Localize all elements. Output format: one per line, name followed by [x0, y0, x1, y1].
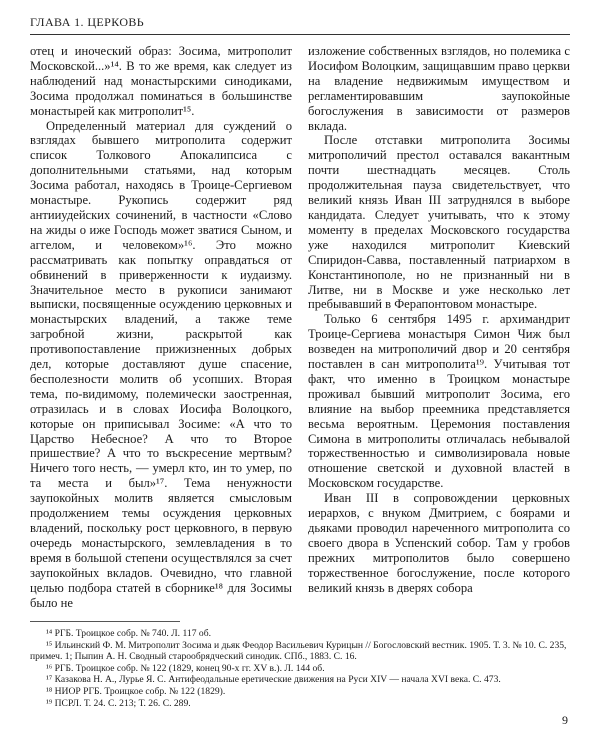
paragraph: Иван III в сопровождении церковных иерархов, с внуком Дмитрием, с боярами и дьяками проводил нареченного митрополита со своего двора в Успенский собор. Там у гробов прежних митрополитов было совершено торжественное богослужение, после которого великий князь в дверях собора — [308, 491, 570, 595]
paragraph: изложение собственных взглядов, но полемика с Иосифом Волоцким, защищавшим право церкви на владение недвижимым имуществом и регламентировавшим заупокойные богослужения в зависимости от размеров вклада. — [308, 44, 570, 133]
paragraph: отец и иноческий образ: Зосима, митрополит Московской...»¹⁴. В то же время, как следует из наблюдений над монастырскими синодиками, Зосима продолжал поминаться в большинстве монастырей как митрополит¹⁵. — [30, 44, 292, 118]
running-title: ГЛАВА 1. ЦЕРКОВЬ — [30, 15, 145, 29]
paragraph: После отставки митрополита Зосимы митрополичий престол оставался вакантным почти шестнадцать месяцев. Столь продолжительная пауза свидетельствует, что великий князь Иван III затруднялся в выборе кандидата. Следует учитывать, что к этому моменту в пределах Московского государства уже находился митрополит Киевский Спиридон-Савва, поставленный патриархом в Константинополе, но не признанный ни в Литве, ни в Москве и уже несколько лет пребывавший в Ферапонтовом монастыре. — [308, 133, 570, 312]
footnote: ¹⁹ ПСРЛ. Т. 24. С. 213; Т. 26. С. 289. — [46, 697, 191, 709]
right-column — [308, 44, 570, 596]
footnote: ¹⁶ РГБ. Троицкое собр. № 122 (1829, конец 90-х гг. XV в.). Л. 144 об. — [46, 662, 325, 674]
footnote: ¹⁷ Казакова Н. А., Лурье Я. С. Антифеодальные еретические движения на Руси XIV — начала XVI века. С. 473. — [46, 674, 501, 686]
footnote: ¹⁵ Ильинский Ф. М. Митрополит Зосима и дьяк Феодор Васильевич Курицын // Богословский вестник. 1905. Т. 3. № 10. С. 235, примеч. 1; Пыпин А. Н. Сводный старообрядческий синодик. СПб., 1883. С. 16. — [30, 639, 567, 663]
left-column — [30, 44, 292, 610]
footnotes — [30, 628, 570, 709]
footnote: ¹⁸ НИОР РГБ. Троицкое собр. № 122 (1829). — [46, 685, 226, 697]
footnote: ¹⁴ РГБ. Троицкое собр. № 740. Л. 117 об. — [46, 628, 211, 639]
page-number: 9 — [562, 713, 568, 727]
header-rule — [30, 34, 570, 35]
paragraph: Определенный материал для суждений о взглядах бывшего митрополита содержит список Толкового Апокалипсиса с дополнительными статьями, над которым Зосима работал, находясь в Троице-Сергиевом монастыре. Рукопись содержит ряд антииудейских сочинений, в частности «Слово на жиды о иже Господь может зватися Сыном, и аггелом, и человеком»¹⁶. Это можно рассматривать как попытку оправдаться от обвинений в приверженности к иудаизму. Значительное место в рукописи занимают выписки, посвященные осуждению церковных и монастырских владений, а также теме загробной жизни, раскрытой как противопоставление прижизненных добрых дел, которые доставляют душе спасение, бесполезности молитв об усопших. Вторая тема, по-видимому, полемически заостренная, отразилась и в словах Иосифа Волоцкого, которые он приписывал Зосиме: «А что то Царство Небесное? А что то Второе пришествие? А что то въскресение мертвым? Ничего того несть, — умерл кто, ин то умер, по та места и был»¹⁷. Тема ненужности заупокойных молитв является смысловым продолжением темы осуждения церковных владений, поскольку рост церковного, в первую очередь монастырского, землевладения в то время в большой степени осуществлялся за счет заупокойных вкладов. Очевидно, что главной целью подбора статей в сборнике¹⁸ для Зосимы было не — [30, 118, 292, 610]
footnote-rule — [30, 621, 180, 622]
paragraph: Только 6 сентября 1495 г. архимандрит Троице-Сергиева монастыря Симон Чиж был возведен на митрополичий двор и 20 сентября поставлен в сан митрополита¹⁹. Учитывая тот факт, что именно в Троицком монастыре проживал бывший митрополит Зосима, его влияние на выбор преемника представляется весьма вероятным. Церемония поставления Симона в митрополиты отличалась небывалой торжественностью и символизировала новые отношение светской и духовной властей в Московском государстве. — [308, 312, 570, 491]
